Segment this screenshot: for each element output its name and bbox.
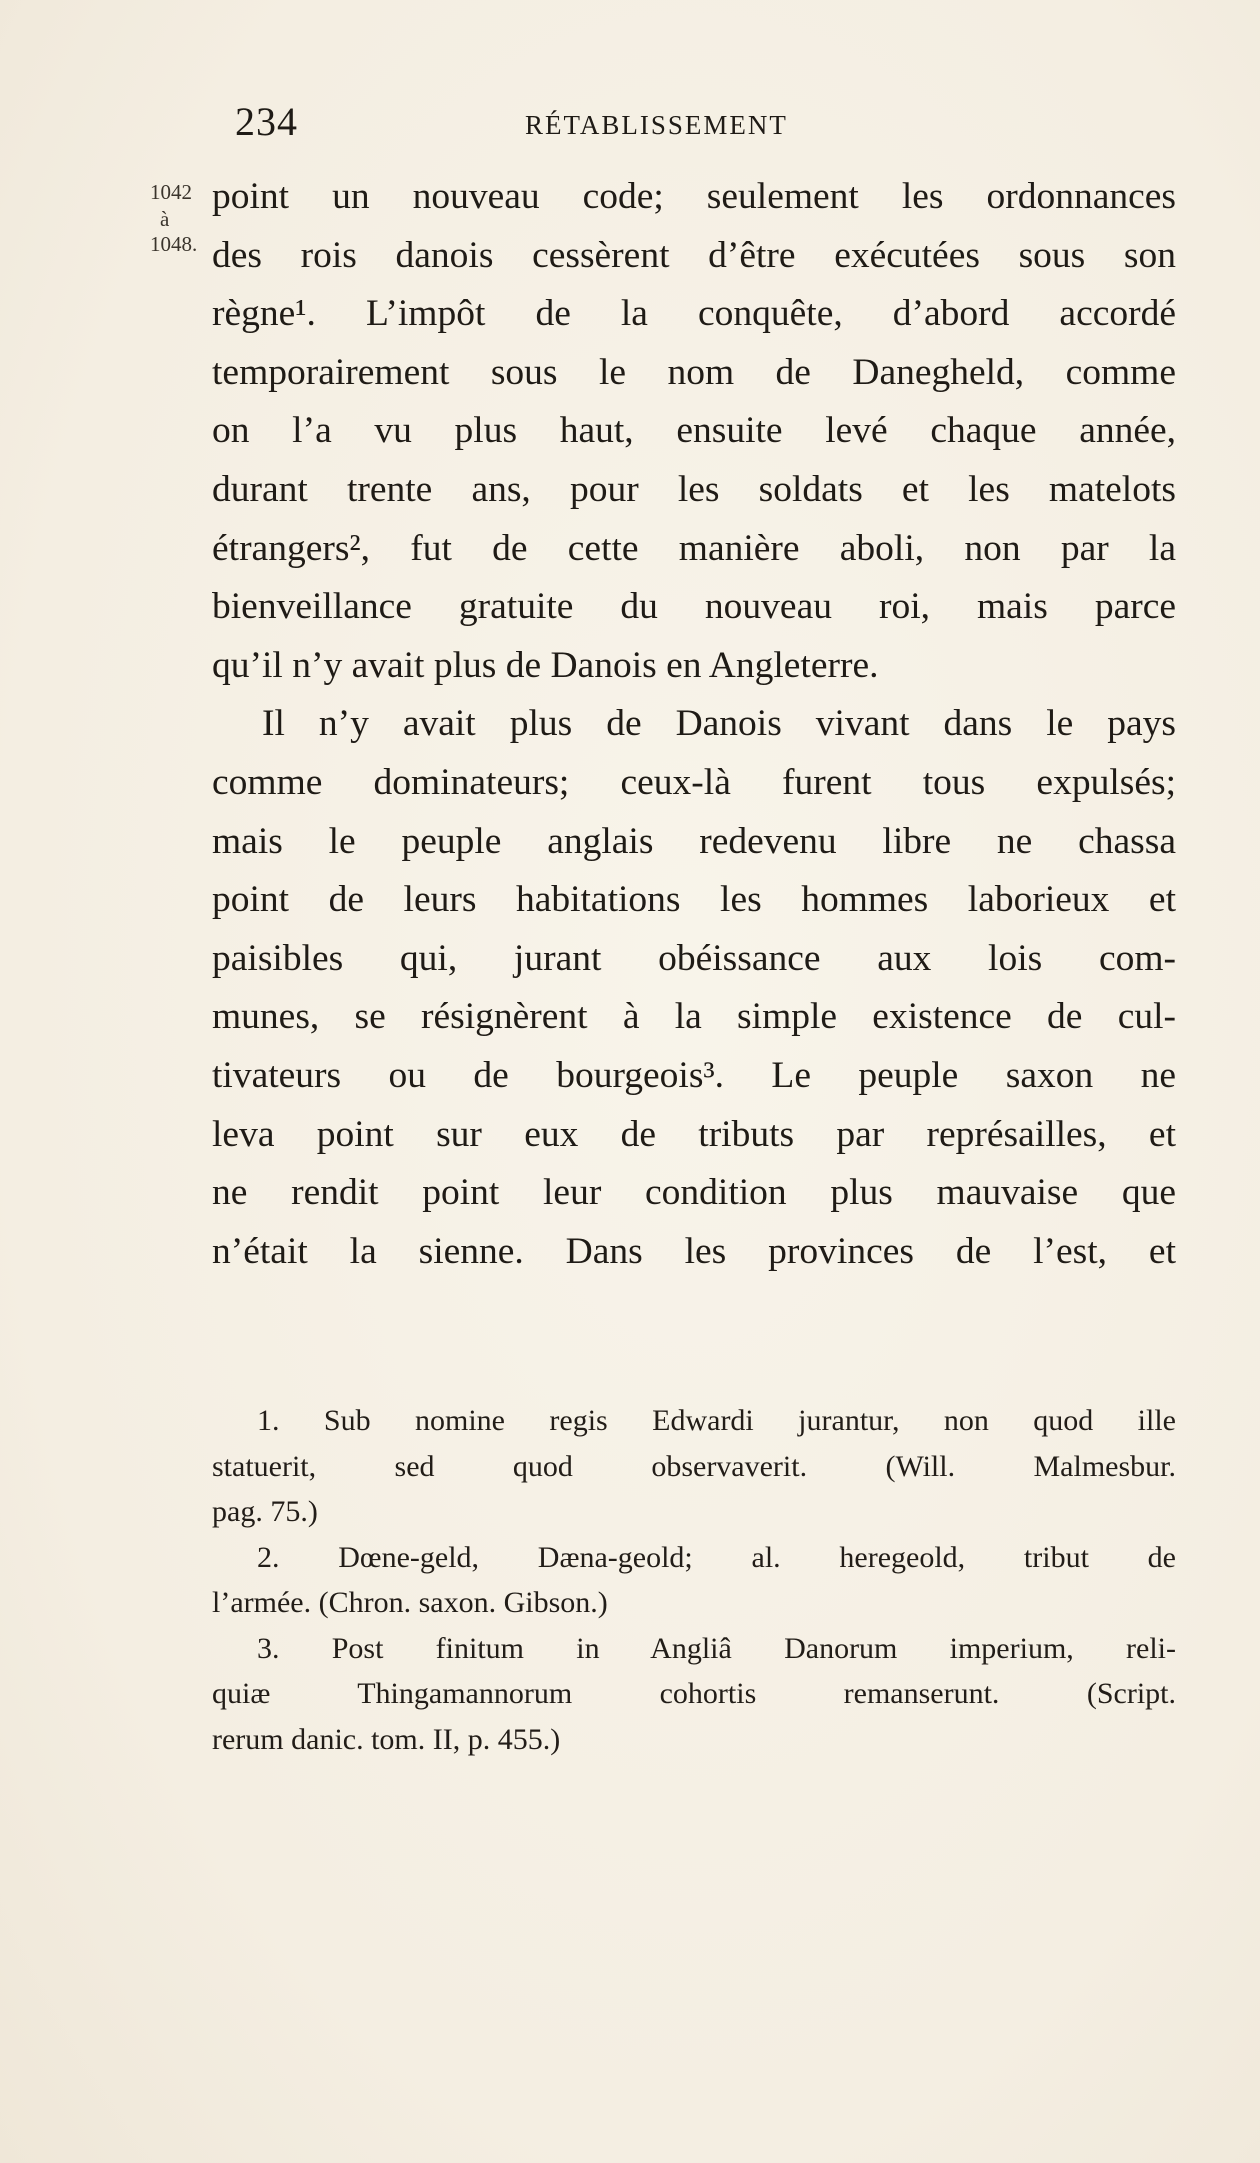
body-text [212, 168, 1176, 1281]
body-line: comme dominateurs; ceux-là furent tous expulsés; [212, 761, 1176, 803]
body-line: durant trente ans, pour les soldats et les matelots [212, 468, 1176, 510]
body-line: Il n’y avait plus de Danois vivant dans le pays [262, 703, 1176, 745]
margin-date-separator: à [160, 207, 170, 231]
footnote-line: 3. Post finitum in Angliâ Danorum imperium, reli- [257, 1631, 1176, 1665]
body-line: bienveillance gratuite du nouveau roi, mais parce [212, 586, 1176, 628]
footnote-line: pag. 75.) [212, 1495, 318, 1528]
body-line: on l’a vu plus haut, ensuite levé chaque année, [212, 410, 1176, 452]
footnote-line: 2. Dœne-geld, Dæna-geold; al. heregeold, tribut de [257, 1540, 1176, 1574]
footnote-line: statuerit, sed quod observaverit. (Will. Malmesbur. [212, 1449, 1176, 1483]
margin-date-end: 1048. [150, 232, 198, 256]
body-line: étrangers², fut de cette manière aboli, non par la [212, 527, 1176, 569]
margin-date-start: 1042 [150, 180, 192, 204]
body-line: mais le peuple anglais redevenu libre ne chassa [212, 820, 1176, 862]
footnotes [212, 1398, 1176, 1762]
body-line: n’était la sienne. Dans les provinces de l’est, et [212, 1230, 1176, 1272]
body-line: qu’il n’y avait plus de Danois en Angleterre. [212, 644, 879, 686]
footnote-line: 1. Sub nomine regis Edwardi jurantur, non quod ille [257, 1404, 1176, 1437]
footnote-line: rerum danic. tom. II, p. 455.) [212, 1722, 561, 1756]
body-line: tivateurs ou de bourgeois³. Le peuple saxon ne [212, 1054, 1176, 1096]
body-line: ne rendit point leur condition plus mauvaise que [212, 1172, 1176, 1214]
body-line: des rois danois cessèrent d’être exécutées sous son [212, 234, 1176, 276]
running-title: RÉTABLISSEMENT [525, 110, 788, 140]
body-line: munes, se résignèrent à la simple existence de cul- [212, 996, 1176, 1038]
footnote-line: quiæ Thingamannorum cohortis remanserunt. (Script. [212, 1677, 1176, 1710]
body-line: paisibles qui, jurant obéissance aux lois com- [212, 937, 1176, 979]
body-line: règne¹. L’impôt de la conquête, d’abord accordé [212, 293, 1176, 335]
footnote-line: l’armée. (Chron. saxon. Gibson.) [212, 1586, 608, 1619]
body-line: point de leurs habitations les hommes laborieux et [212, 879, 1176, 921]
body-line: point un nouveau code; seulement les ordonnances [212, 176, 1176, 217]
page-header [235, 98, 895, 148]
body-line: leva point sur eux de tributs par représailles, et [212, 1113, 1176, 1155]
page-number: 234 [235, 99, 298, 144]
body-line: temporairement sous le nom de Danegheld, comme [212, 351, 1176, 393]
